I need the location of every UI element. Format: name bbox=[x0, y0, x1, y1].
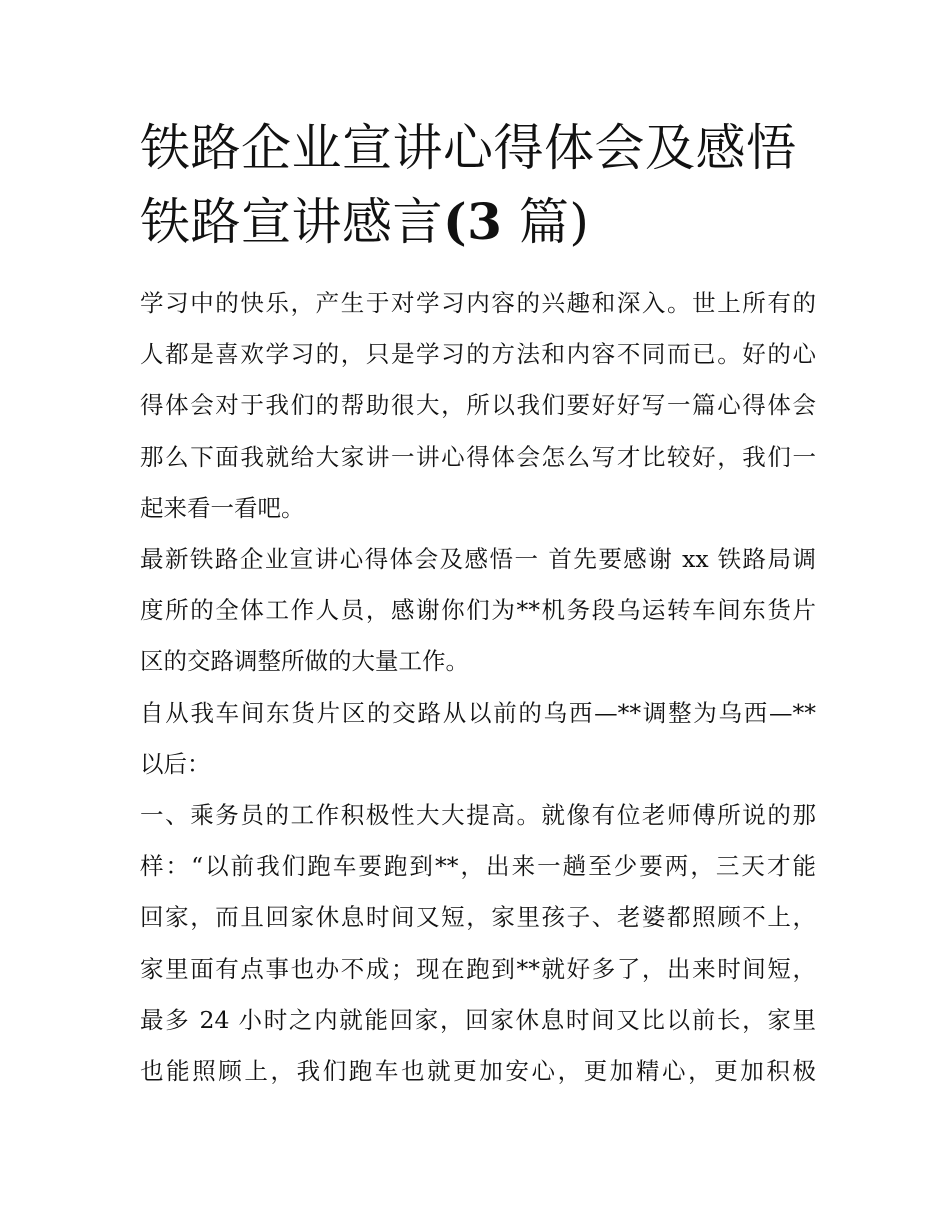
title-line-2 bbox=[140, 185, 820, 259]
text-line: 家里面有点事也办不成；现在跑到**就好多了，出来时间短， bbox=[140, 954, 816, 983]
text-line: 样：“以前我们跑车要跑到**，出来一趟至少要两，三天才能 bbox=[140, 852, 816, 881]
paragraph-point-one bbox=[140, 790, 816, 1097]
title-line-2-text: 铁路宣讲感言 bbox=[140, 193, 443, 251]
document-title bbox=[140, 112, 820, 259]
paragraph-route-change bbox=[140, 688, 816, 790]
text-line: 那么下面我就给大家讲一讲心得体会怎么写才比较好，我们一 bbox=[140, 442, 816, 471]
paragraph-thanks bbox=[140, 534, 816, 688]
title-line-2-tail: 篇) bbox=[518, 193, 590, 251]
title-line-1: 铁路企业宣讲心得体会及感悟 bbox=[140, 119, 797, 177]
text-line: 起来看一看吧。 bbox=[140, 493, 305, 522]
text-line: 人都是喜欢学习的，只是学习的方法和内容不同而已。好的心 bbox=[140, 340, 816, 369]
title-line-2-count: (3 bbox=[443, 192, 503, 251]
text-line: 自从我车间东货片区的交路从以前的乌西—**调整为乌西—** bbox=[140, 698, 816, 727]
text-line: 最新铁路企业宣讲心得体会及感悟一 首先要感谢 xx 铁路局调 bbox=[140, 545, 816, 574]
text-line: 一、乘务员的工作积极性大大提高。就像有位老师傅所说的那 bbox=[140, 801, 816, 830]
text-line: 学习中的快乐，产生于对学习内容的兴趣和深入。世上所有的 bbox=[140, 289, 816, 317]
text-line: 度所的全体工作人员，感谢你们为**机务段乌运转车间东货片 bbox=[140, 596, 816, 625]
document-body bbox=[140, 278, 816, 1097]
text-line: 回家，而且回家休息时间又短，家里孩子、老婆都照顾不上， bbox=[140, 903, 816, 932]
text-line: 也能照顾上，我们跑车也就更加安心，更加精心，更加积极 bbox=[140, 1057, 816, 1086]
text-line: 以后： bbox=[140, 749, 211, 778]
paragraph-intro bbox=[140, 278, 816, 534]
text-line: 最多 24 小时之内就能回家，回家休息时间又比以前长，家里 bbox=[140, 1005, 816, 1034]
text-line: 区的交路调整所做的大量工作。 bbox=[140, 647, 469, 676]
text-line: 得体会对于我们的帮助很大，所以我们要好好写一篇心得体会 bbox=[140, 391, 816, 420]
